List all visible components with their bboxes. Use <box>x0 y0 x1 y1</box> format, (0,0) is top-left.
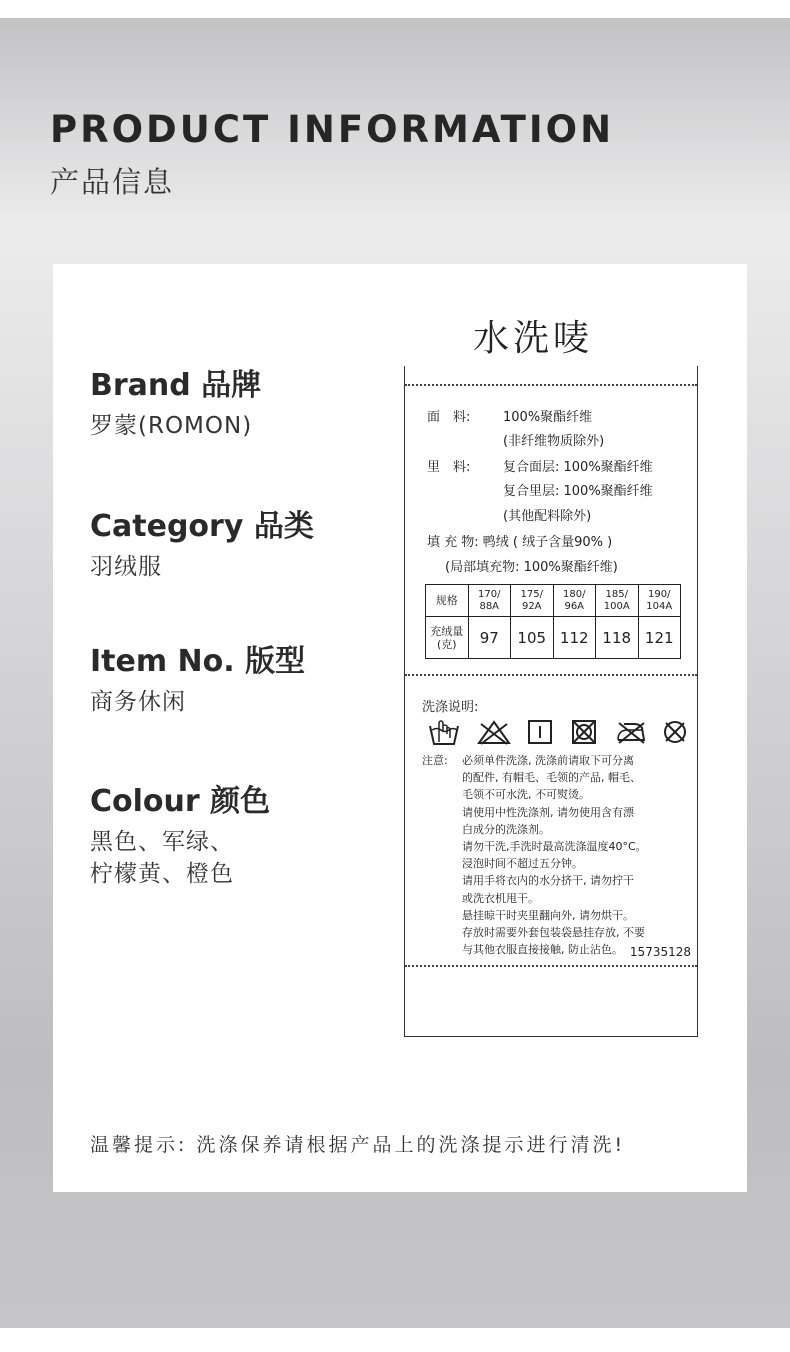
brand-value: 罗蒙(ROMON) <box>90 413 253 439</box>
filling-text: 填 充 物: 鸭绒 ( 绒子含量90% ) <box>427 535 613 550</box>
care-notes <box>462 752 647 958</box>
fill-amount-cell: 97 <box>468 617 511 659</box>
category-value: 羽绒服 <box>90 554 162 580</box>
fill-amount-cell: 121 <box>638 617 681 659</box>
fill-amount-cell: 112 <box>553 617 596 659</box>
item-value: 商务休闲 <box>90 689 186 715</box>
size-cell: 175/ 92A <box>511 585 554 617</box>
category-label: Category 品类 <box>90 509 314 544</box>
brand-block <box>90 360 261 442</box>
colour-value-line: 黑色、军绿、 <box>90 829 234 855</box>
partial-filling-text: (局部填充物: 100%聚酯纤维) <box>445 560 618 575</box>
note-line: 毛领不可水洗, 不可熨烫。 <box>462 788 590 802</box>
fabric-key: 面 料: <box>427 410 471 425</box>
page-subtitle: 产品信息 <box>50 165 175 199</box>
care-tip: 温馨提示: 洗涤保养请根据产品上的洗涤提示进行清洗! <box>90 1134 626 1156</box>
note-line: 与其他衣服直接接触, 防止沾色。 <box>462 943 623 957</box>
fill-amount-cell: 118 <box>596 617 639 659</box>
note-line: 或洗衣机甩干。 <box>462 891 539 905</box>
note-line: 请用手将衣内的水分挤干, 请勿拧干 <box>462 874 634 888</box>
line-dry-icon <box>526 718 554 746</box>
item-label: Item No. 版型 <box>90 644 306 679</box>
note-line: 悬挂晾干时夹里翻向外, 请勿烘干。 <box>462 908 634 922</box>
note-line: 白成分的洗涤剂。 <box>462 822 550 836</box>
lining-outer: 复合面层: 100%聚酯纤维 <box>503 460 653 475</box>
care-title: 洗涤说明: <box>422 700 479 715</box>
note-line: 浸泡时间不超过五分钟。 <box>462 857 583 871</box>
note-line: 请勿干洗,手洗时最高洗涤温度40°C。 <box>462 840 647 854</box>
info-card <box>53 264 747 1192</box>
hand-wash-icon <box>427 718 461 746</box>
no-iron-icon <box>614 718 648 746</box>
lining-inner: 复合里层: 100%聚酯纤维 <box>503 484 653 499</box>
fill-row-header: 充绒量 (克) <box>426 617 469 659</box>
no-dry-clean-icon <box>661 718 689 746</box>
page-title: PRODUCT INFORMATION <box>50 108 615 151</box>
size-cell: 170/ 88A <box>468 585 511 617</box>
wash-label-title: 水洗唛 <box>473 318 594 359</box>
fabric-note: (非纤维物质除外) <box>503 434 605 449</box>
item-block <box>90 636 305 718</box>
size-cell: 190/ 104A <box>638 585 681 617</box>
fill-amount-cell: 105 <box>511 617 554 659</box>
no-tumble-dry-icon <box>570 718 598 746</box>
size-table <box>425 584 681 659</box>
lining-key: 里 料: <box>427 460 471 475</box>
note-line: 的配件, 有帽毛、毛领的产品, 帽毛、 <box>462 771 641 785</box>
colour-block <box>90 776 270 890</box>
care-icons <box>425 718 685 748</box>
dashed-divider <box>405 965 697 967</box>
note-line: 存放时需要外套包装袋悬挂存放, 不要 <box>462 926 645 940</box>
lining-note: (其他配料除外) <box>503 509 592 524</box>
dashed-divider <box>405 674 697 676</box>
note-line: 请使用中性洗涤剂, 请勿使用含有漂 <box>462 805 634 819</box>
fabric-value: 100%聚酯纤维 <box>503 410 593 425</box>
size-row-header: 规格 <box>426 585 469 617</box>
colour-value-line: 柠檬黄、橙色 <box>90 861 234 887</box>
dashed-divider <box>405 384 697 386</box>
colour-value <box>90 826 270 890</box>
category-block <box>90 501 314 583</box>
size-cell: 180/ 96A <box>553 585 596 617</box>
note-prefix: 注意: <box>422 754 448 767</box>
serial-number: 15735128 <box>629 945 691 959</box>
colour-label: Colour 颜色 <box>90 784 271 819</box>
wash-care-label <box>404 366 698 1037</box>
note-line: 必须单件洗涤, 洗涤前请取下可分离 <box>462 754 634 767</box>
no-bleach-icon <box>475 718 513 746</box>
size-cell: 185/ 100A <box>596 585 639 617</box>
brand-label: Brand 品牌 <box>90 368 262 403</box>
